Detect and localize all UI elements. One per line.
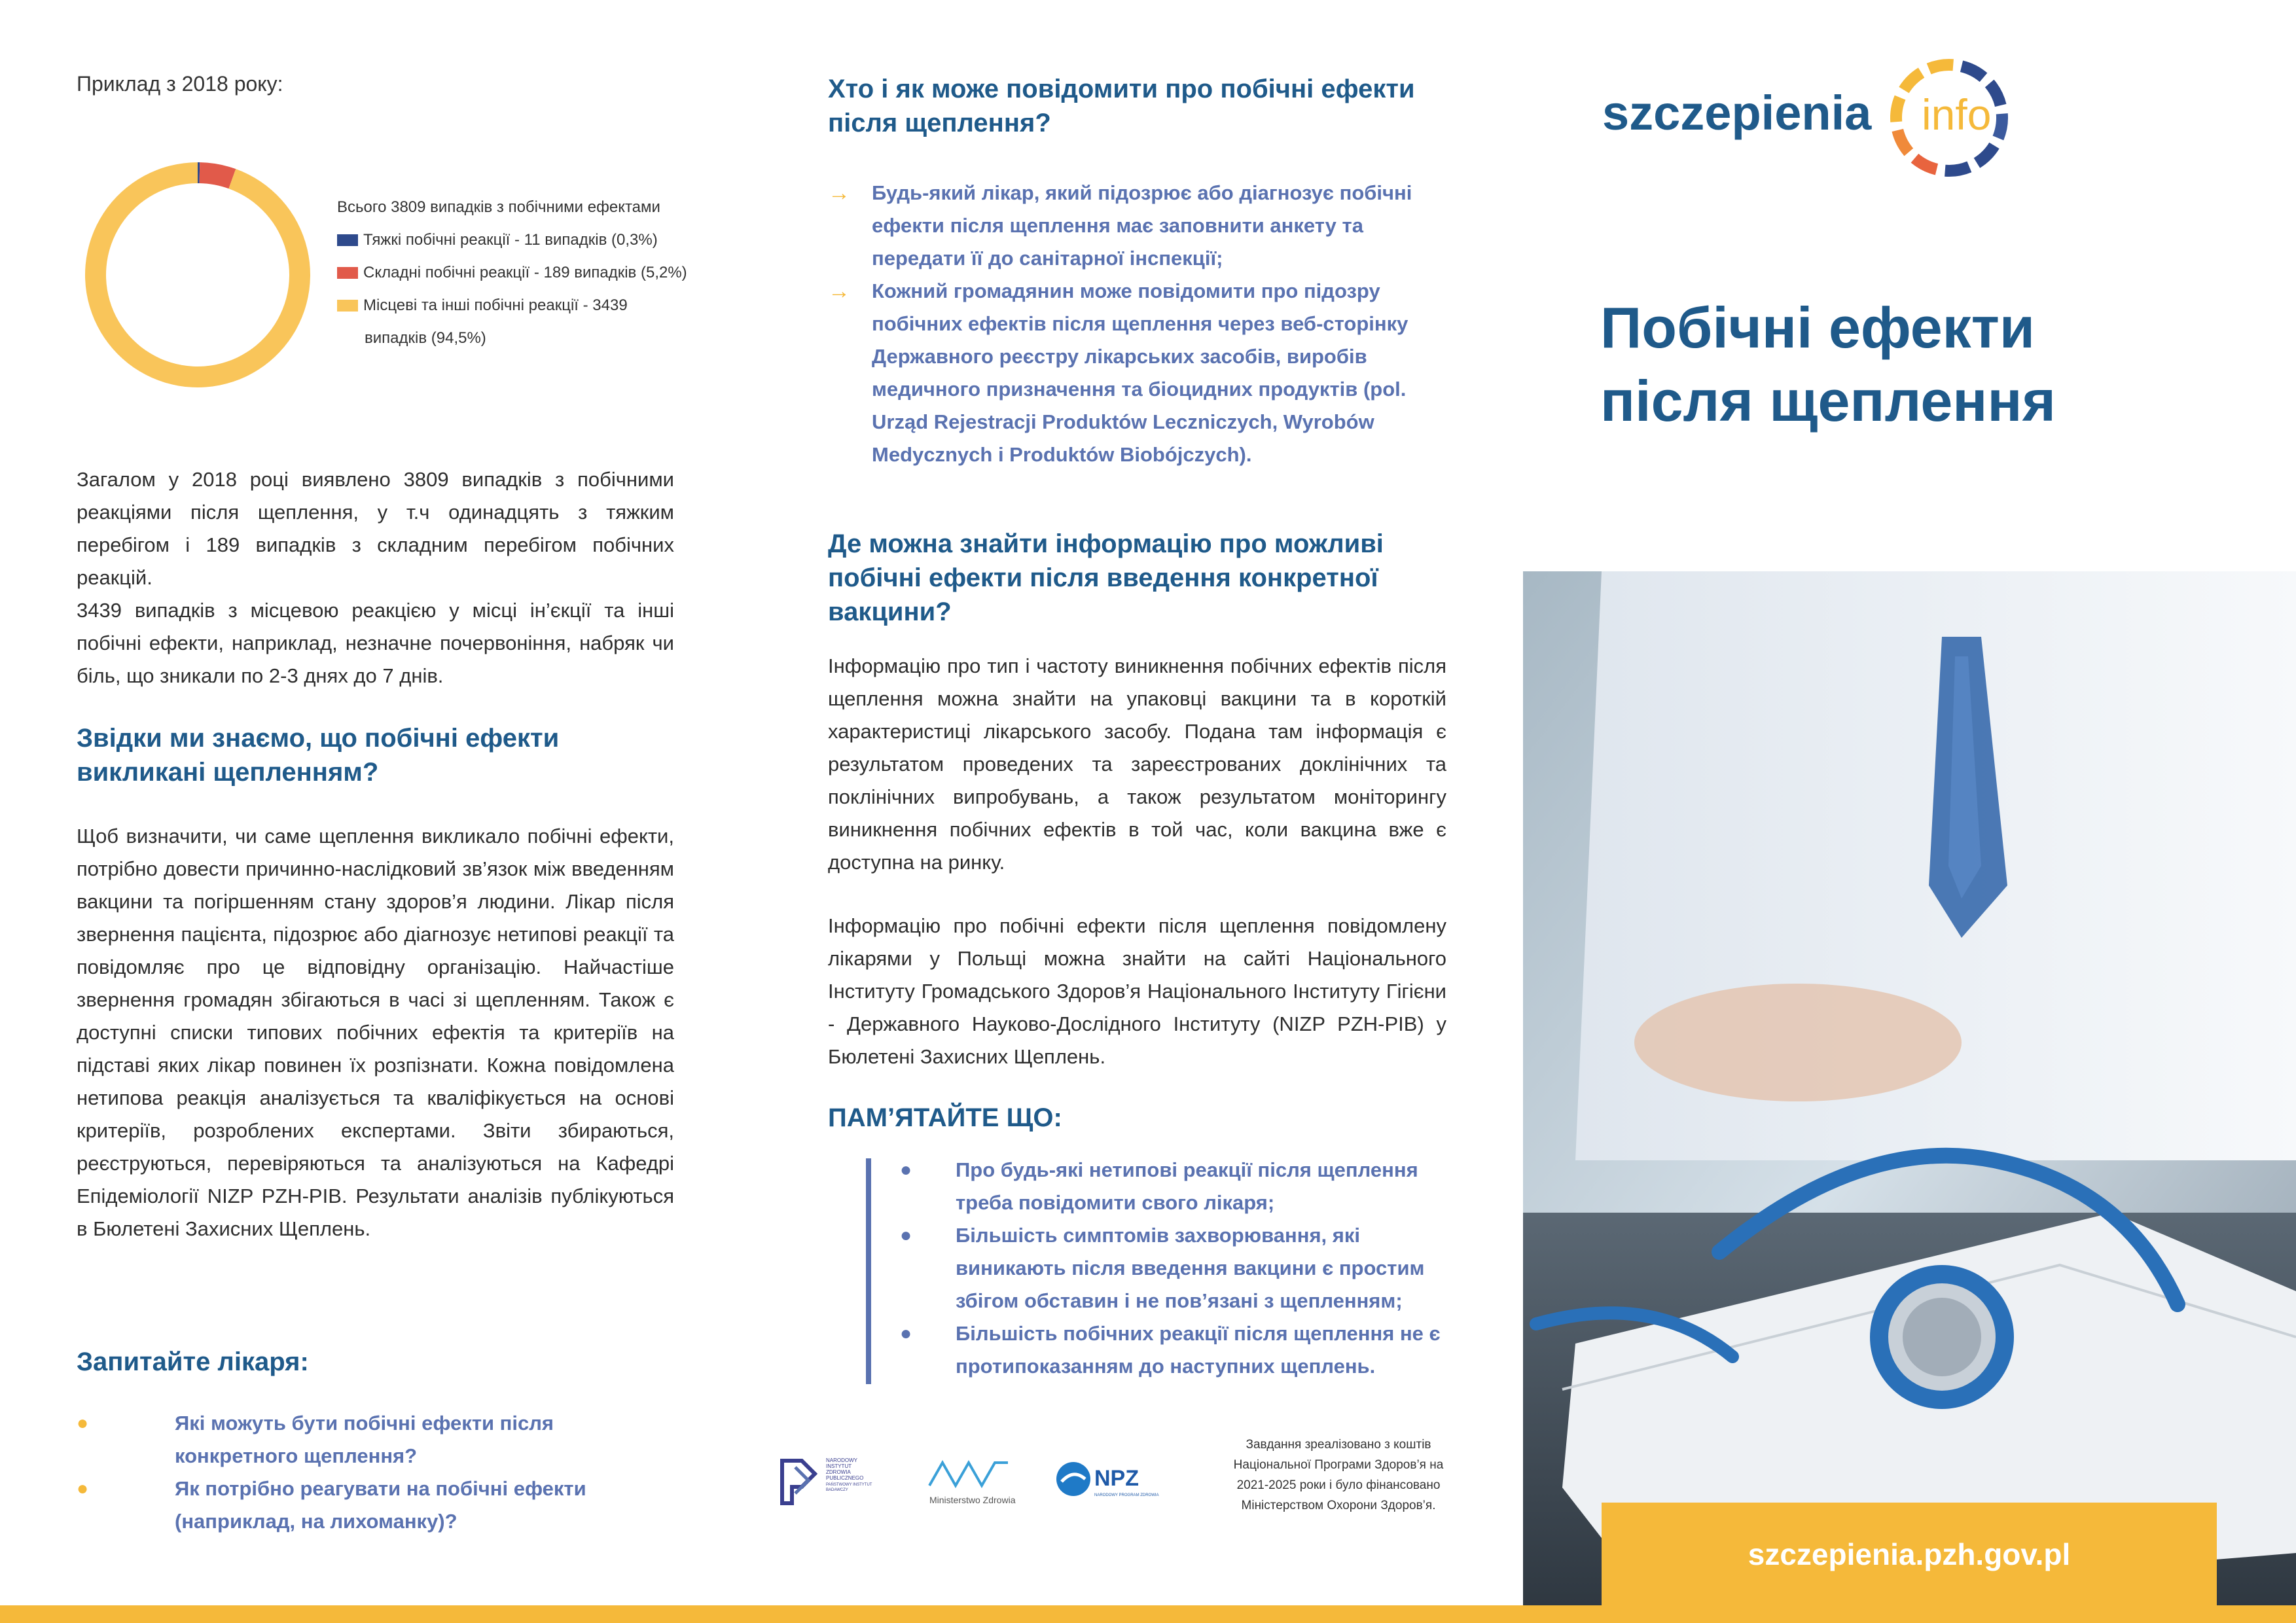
nizp-logo <box>779 1454 872 1507</box>
bottom-bar <box>0 1605 2296 1623</box>
brand-ring-segment <box>1993 113 2008 140</box>
remember-list <box>900 1154 1450 1383</box>
legend-item-local <box>337 289 687 322</box>
legend-item-complex <box>337 257 687 289</box>
brand-word: szczepienia <box>1602 86 1872 140</box>
brand-ring-segment <box>1945 162 1971 177</box>
nizp-logo-text: NARODOWY <box>826 1457 857 1463</box>
brand-ring-segment <box>1974 143 2000 168</box>
list-item-text: Більшість побічних реакції після щеплення не є протипоказанням до наступних щеплень. <box>956 1322 1441 1378</box>
list-item-text: Про будь-які нетипові реакції після щеплення треба повідомити свого лікаря; <box>956 1158 1418 1214</box>
ask-doctor-list <box>77 1407 674 1538</box>
where-info-text: Інформацію про побічні ефекти після щеплення повідомлену лікарями у Польщі можна знайти на сайті Національного Інституту Громадського Здоров’я Національного Інституту Гігієни - Державного Науково-Дослідного Інституту (NIZP PZH-PIB) у Бюлетені Захисних Щеплень. <box>828 914 1446 1068</box>
legend-swatch <box>337 300 358 312</box>
list-item <box>77 1472 674 1538</box>
legend-swatch <box>337 267 358 279</box>
nizp-logo-text: INSTYTUT <box>826 1463 852 1469</box>
summary-paragraph: 3439 випадків з місцевою реакцією у місці ін’єкції та інші побічні ефекти, наприклад, незначне почервоніння, набряк чи біль, що зникали по 2-3 днях до 7 днів. <box>77 599 674 687</box>
npz-logo <box>1054 1459 1168 1501</box>
main-title-line: Побічні ефекти <box>1600 295 2035 360</box>
npz-sub: NARODOWY PROGRAM ZDROWIA <box>1094 1493 1159 1497</box>
nizp-logo-text: ZDROWIA <box>826 1469 851 1475</box>
legend-label: Тяжкі побічні реакції - 11 випадків (0,3%) <box>363 231 658 249</box>
list-item-text: Кожний громадянин може повідомити про підозру побічних ефектів після щеплення через веб-сторінку Державного реєстру лікарських засобів, виробів медичного призначення та біоцидних продуктів (pol. Urząd Rejestracji Produktów Leczniczych, Wyrobów Medycznych i Produktów Biobójczych). <box>872 279 1408 466</box>
who-report-list <box>828 177 1430 471</box>
chart-legend <box>337 191 687 355</box>
list-item <box>900 1154 1450 1219</box>
legend-label: Місцеві та інші побічні реакції - 3439 <box>363 296 628 314</box>
nizp-logo-text: PUBLICZNEGO <box>826 1475 864 1481</box>
legend-label-continued: випадків (94,5%) <box>365 329 486 347</box>
main-title <box>1600 291 2189 438</box>
legend-item-severe <box>337 224 687 257</box>
ministry-label: Ministerstwo Zdrowia <box>929 1495 1016 1505</box>
how-known-text: Щоб визначити, чи саме щеплення викликало побічні ефекти, потрібно довести причинно-наслідковий зв’язок між введенням вакцини та погіршенням стану здоров’я людини. Лікар після звернення пацієнта, підозрює або діагнозує нетипові реакції та повідомляє про це відповідну організацію. Найчастіше звернення громадян збігаються в часі зі щепленням. Також є доступні списки типових побічних ефектія та критеріїв на підставі яких лікар повинен їх розпізнати. Кожна повідомлена нетипова реакція аналізується та кваліфікується на основі критеріїв, розроблених експертами. Звіти збираються, реєструються, перевіряються та аналізуються на Кафедрі Епідеміології NIZP PZH-PIB. Результати аналізів публікуються в Бюлетені Захисних Щеплень. <box>77 825 674 1240</box>
website-url[interactable]: szczepienia.pzh.gov.pl <box>1748 1537 2071 1571</box>
funding-note: Завдання зреалізовано з коштів Національної Програми Здоров’я на 2021-2025 роки і було фінансовано Міністерством Охорони Здоров’я. <box>1233 1438 1444 1512</box>
list-item <box>828 275 1430 471</box>
list-item <box>828 177 1430 275</box>
arrow-right-icon: → <box>828 181 850 205</box>
question-text: Які можуть бути побічні ефекти після конкретного щеплення? <box>175 1412 554 1467</box>
arrow-right-icon: → <box>828 279 850 304</box>
brand-ring-segment <box>1890 96 1905 122</box>
brand-ring-segment <box>1899 67 1924 93</box>
question-text: Як потрібно реагувати на побічні ефекти (наприклад, на лихоманку)? <box>175 1477 586 1533</box>
szczepienia-info-logo <box>1602 52 2047 183</box>
where-info-heading: Де можна знайти інформацію про можливі побічні ефекти після введення конкретної вакцини? <box>828 529 1384 626</box>
where-info-text: Інформацію про тип і частоту виникнення побічних ефектів після щеплення можна знайти на упаковці вакцини та в короткій характеристиці лікарського засобу. Подана там інформація є результатом проведених та зареєстрованих доклінічних та поклінічних випробувань, а також результатом моніторингу виникнення побічних ефектів в той час, коли вакцина вже є доступна на ринку. <box>828 654 1446 874</box>
list-item <box>77 1407 674 1472</box>
doctor-stethoscope-photo <box>1523 571 2296 1605</box>
who-report-heading: Хто і як може повідомити про побічні ефекти після щеплення? <box>828 75 1415 137</box>
example-label: Приклад з 2018 року: <box>77 72 283 96</box>
npz-label: NPZ <box>1094 1466 1139 1491</box>
list-item-text: Будь-який лікар, який підозрює або діагнозує побічні ефекти після щеплення має заповнити анкету та передати її до санітарної інспекції; <box>872 181 1412 270</box>
remember-heading: ПАМ’ЯТАЙТЕ ЩО: <box>828 1103 1062 1132</box>
ask-doctor-heading: Запитайте лікаря: <box>77 1347 309 1376</box>
ministry-of-health-logo <box>923 1456 1021 1507</box>
summary-text <box>77 463 674 692</box>
bullet-icon: ● <box>900 1323 912 1344</box>
bullet-icon: ● <box>77 1478 89 1499</box>
how-known-heading: Звідки ми знаємо, що побічні ефекти викликані щепленням? <box>77 724 560 787</box>
summary-paragraph: Загалом у 2018 році виявлено 3809 випадків з побічними реакціями після щеплення, у т.ч одинадцять з тяжким перебігом і 189 випадків з складним перебігом побічних реакцій. <box>77 468 674 589</box>
nizp-logo-text: PAŃSTWOWY INSTYTUT <box>826 1483 872 1487</box>
legend-label: Складні побічні реакції - 189 випадків (5,2%) <box>363 264 687 281</box>
nizp-logo-text: BADAWCZY <box>826 1488 848 1492</box>
donut-chart <box>77 154 319 396</box>
brand-info: info <box>1922 90 1992 139</box>
list-item-text: Більшість симптомів захворювання, які виникають після введення вакцини є простим збігом обставин і не пов’язані з щепленням; <box>956 1224 1425 1312</box>
bullet-icon: ● <box>900 1224 912 1246</box>
brand-ring-segment <box>1911 154 1938 175</box>
website-banner[interactable] <box>1602 1503 2217 1605</box>
list-item <box>900 1317 1450 1383</box>
brand-ring-segment <box>1892 129 1914 156</box>
brand-ring-segment <box>1927 59 1954 74</box>
bullet-icon: ● <box>900 1159 912 1181</box>
list-item <box>900 1219 1450 1317</box>
main-title-line: після щеплення <box>1600 368 2056 433</box>
legend-header: Всього 3809 випадків з побічними ефектами <box>337 198 660 216</box>
legend-swatch <box>337 234 358 246</box>
donut-slice <box>85 162 310 387</box>
bullet-icon: ● <box>77 1412 89 1434</box>
brand-ring-segment <box>1960 61 1987 82</box>
